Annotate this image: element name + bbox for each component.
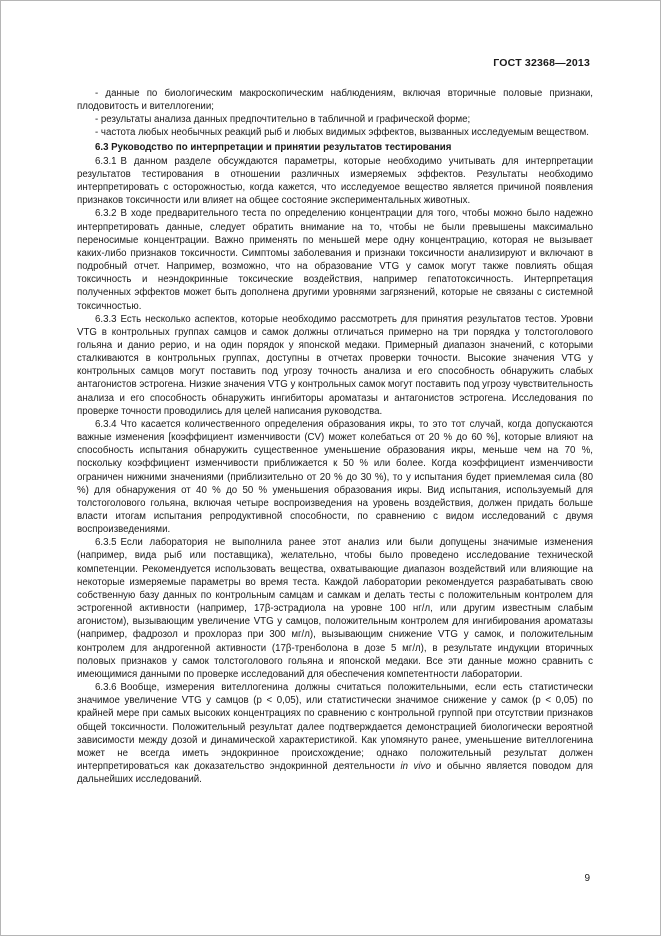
paragraph <box>77 313 593 418</box>
paragraph-text: Что касается количественного определения образования икры, то это тот случай, когда допускаются важные изменения [коэффициент изменчивости (CV) может колебаться от 20 % до 60 %], которые влияют на способность испытания обнаружить существенное уменьшение образования икры, меньше чем на 70 %, поскольку коэффициент изменчивости приближается к 50 % или более. Когда коэффициент изменчивости ограничен нижними значениями (приблизительно от 20 % до 30 %), то у испытания будет приемлемая сила (80 %) для обнаружения от 40 % до 50 % уменьшения образования икры. Вид испытания, используемый для толстоголового гольяна, включая четыре воспроизведения на уровень воздействия, должен придать больше власти итогам испытания репродуктивной способности, по сравнению с видом исследований с двумя воспроизведениями. <box>77 418 593 536</box>
paragraph-text: В ходе предварительного теста по определению концентрации для того, чтобы можно было надежно интерпретировать данные, следует обратить внимание на то, чтобы не были превышены максимально переносимые концентрации. Важно применять по меньшей мере одну концентрацию, которая не вызывает каких-либо признаков токсичности. Симптомы заболевания и признаки токсичности анализируют и включают в подробный отчет. Например, возможно, что на образование VTG у самок могут также повлиять общая токсичность и неэндокринные токсические воздействия, например гепатотоксичность. Интерпретация полученных эффектов может быть дополнена другими уровнями загрязнений, которые не связаны с системной токсичностью. <box>77 208 593 312</box>
page-content <box>77 87 593 786</box>
doc-number: ГОСТ 32368—2013 <box>493 57 590 69</box>
bullet-item: - частота любых необычных реакций рыб и любых видимых эффектов, вызванных исследуемым веществом. <box>95 127 589 139</box>
paragraph-number: 6.3.2 <box>95 208 117 220</box>
paragraph-number: 6.3.1 <box>95 155 117 167</box>
paragraph-number: 6.3.5 <box>95 537 117 549</box>
bullet-item: - данные по биологическим макроскопическим наблюдениям, включая вторичные половые признаки, плодовитость и вителлогении; <box>77 88 593 113</box>
paragraph-number: 6.3.4 <box>95 418 117 430</box>
section-heading: 6.3 Руководство по интерпретации и принятии результатов тестирования <box>95 141 452 153</box>
bullet-item: - результаты анализа данных предпочтительно в табличной и графической форме; <box>95 114 471 126</box>
paragraph <box>77 207 593 312</box>
paragraph <box>77 681 593 786</box>
paragraph <box>77 155 593 208</box>
paragraph-text: В данном разделе обсуждаются параметры, которые необходимо учитывать для интерпретации результатов тестирования в отношении различных измеряемых эффектов. Результаты необходимо интерпретировать с осторожностью, когда кажется, что исследуемое вещество является причиной появления признаков токсичности или влияет на общее состояние экспериментальных животных. <box>77 155 593 207</box>
paragraph-text: и обычно является поводом для дальнейших исследований. <box>77 760 594 786</box>
paragraph-number: 6.3.6 <box>95 682 117 694</box>
paragraph-text: Вообще, измерения вителлогенина должны считаться положительными, если есть статистически значимое увеличение VTG у самцов (p < 0,05), или статистически значимое снижение у самок (p < 0,05) по крайней мере при самых высоких концентрациях по сравнению с контрольной группой при отсутствии признаков общей токсичности. Положительный результат далее подтверждается демонстрацией биологически вероятной зависимости между дозой и динамической характеристикой. Как упомянуто ранее, уменьшение вителлогенина может не всегда иметь эндокринное происхождение; однако положительный результат должен интерпретироваться как доказательство эндокринной деятельности <box>77 682 593 772</box>
paragraph-text: Если лаборатория не выполнила ранее этот анализ или были допущены значимые изменения (например, вида рыб или поставщика), желательно, чтобы было проведено исследование технической компетенции. Рекомендуется использовать вещества, охватывающие диапазон воздействий или влияющие на некоторые измеряемые параметры во время теста. Каждой лаборатории рекомендуется разрабатывать свою собственную базу данных по контрольным самцам и самкам и делать тесты с положительным контролем для эстрогенной активности (например, 17β-эстрадиола на уровне 100 нг/л, или другим известным слабым агонистом), вызывающим увеличение VTG у самцов, положительным контролем для ингибирования ароматазы (например, фадрозол и прохлораз при 300 мг/л), вызывающим снижение VTG у самок, и положительным контролем для андрогенной активности (17β-тренболона в дозе 5 мг/л), в результате индукции вторичных половых признаков у самок толстоголового гольяна и японской медаки. Все эти данные можно сравнить с имеющимися данными по проверке исследований для обеспечения компетентности лаборатории. <box>77 537 593 680</box>
latin-term: in vivo <box>400 760 431 772</box>
paragraph-text: Есть несколько аспектов, которые необходимо рассмотреть для принятия результатов тестов. Уровни VTG в контрольных группах самцов и самок должны отличаться примерно на три порядка у толстоголового гольяна и данио рерио, и на один порядок у японской медаки. Примерный диапазон значений, с которыми сталкиваются в контрольных группах, доступны в отчетах проверки точности. Высокие значения VTG у контрольных самцов могут поставить под угрозу точность анализа и его способность обнаружить слабых антагонистов эстрогена. Низкие значения VTG у контрольных самок могут поставить под угрозу чувствительность анализа и его способность обнаружить ингибиторы ароматазы и антагонистов эстрогена. Исследования по проверке точности проводились для целей написания руководства. <box>77 313 593 417</box>
paragraph <box>77 536 593 681</box>
paragraph <box>77 418 593 536</box>
paragraph-number: 6.3.3 <box>95 313 117 325</box>
page-number: 9 <box>584 873 590 884</box>
